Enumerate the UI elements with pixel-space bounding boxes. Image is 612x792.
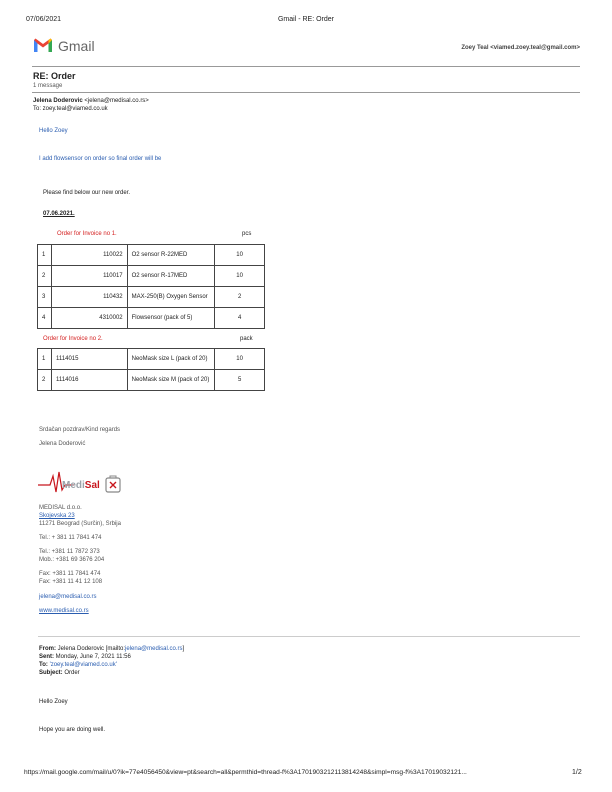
order2-table	[37, 348, 265, 391]
product-code: 1114015	[51, 349, 127, 370]
sender-name: Jelena Doderovic	[33, 98, 83, 104]
order2-title: Order for Invoice no 2.	[43, 336, 103, 342]
flowsensor-note: I add flowsensor on order so final order will be	[39, 156, 162, 162]
quoted-from-email-link[interactable]: jelena@medisal.co.rs	[125, 646, 183, 652]
quoted-subject-label: Subject:	[39, 670, 63, 676]
website-link[interactable]: www.medisal.co.rs	[39, 608, 89, 614]
gmail-m-icon	[33, 37, 53, 53]
order2-unit-header: pack	[240, 336, 253, 342]
fax-1: Fax: +381 11 7841 474	[39, 571, 101, 577]
tel-1: Tel.: + 381 11 7841 474	[39, 535, 102, 541]
product-code: 110017	[51, 266, 127, 287]
mobile: Mob.: +381 69 3676 204	[39, 557, 105, 563]
row-index: 1	[38, 245, 52, 266]
gmail-logo[interactable]	[33, 37, 53, 58]
product-desc: NeoMask size L (pack of 20)	[127, 349, 215, 370]
product-desc: Flowsensor (pack of 5)	[127, 308, 215, 329]
product-qty: 10	[215, 266, 265, 287]
quoted-greeting: Hello Zoey	[39, 699, 68, 705]
quoted-line: Hope you are doing well.	[39, 727, 106, 733]
order1-unit-header: pcs	[242, 231, 252, 237]
product-desc: MAX-250(B) Oxygen Sensor	[127, 287, 215, 308]
signature-email-link[interactable]: jelena@medisal.co.rs	[39, 594, 97, 600]
row-index: 1	[38, 349, 52, 370]
row-index: 4	[38, 308, 52, 329]
product-code: 4310002	[51, 308, 127, 329]
quoted-sent-value: Monday, June 7, 2021 11:56	[55, 654, 131, 660]
quoted-to	[39, 661, 117, 669]
product-qty: 4	[215, 308, 265, 329]
product-qty: 2	[215, 287, 265, 308]
signature-name: Jelena Doderović	[39, 441, 86, 447]
table-row	[38, 370, 265, 391]
quoted-from-value: Jelena Doderovic [mailto:	[57, 646, 126, 652]
table-row	[38, 308, 265, 329]
row-index: 3	[38, 287, 52, 308]
quoted-subject-value: Order	[64, 670, 80, 676]
product-code: 1114016	[51, 370, 127, 391]
row-index: 2	[38, 266, 52, 287]
print-date: 07/06/2021	[26, 16, 62, 23]
product-desc: NeoMask size M (pack of 20)	[127, 370, 215, 391]
order1-title: Order for Invoice no 1.	[57, 231, 117, 237]
regards: Srdačan pozdrav/Kind regards	[39, 427, 121, 433]
quoted-to-link[interactable]: 'zoey.teal@viamed.co.uk'	[49, 662, 117, 668]
quoted-from-label: From:	[39, 646, 56, 652]
quoted-subject	[39, 669, 80, 677]
table-row	[38, 349, 265, 370]
gmail-logo-text: Gmail	[58, 38, 95, 54]
quoted-sent	[39, 653, 131, 661]
print-url: https://mail.google.com/mail/u/0?ik=77e4056450&view=pt&search=all&permthid=thread-f%3A1701903212113814248&simpl=msg-f%3A17019032121...	[24, 769, 467, 776]
fax-2: Fax: +381 11 41 12 108	[39, 579, 103, 585]
product-qty: 10	[215, 349, 265, 370]
thread-count: 1 message	[33, 83, 63, 89]
sender-email: <jelena@medisal.co.rs>	[84, 98, 149, 104]
quoted-sent-label: Sent:	[39, 654, 54, 660]
message-to: To: zoey.teal@viamed.co.uk	[33, 106, 108, 112]
quoted-from-close: ]	[182, 646, 185, 652]
order-date: 07.06.2021.	[43, 211, 75, 217]
product-qty: 10	[215, 245, 265, 266]
quote-divider	[38, 636, 580, 637]
print-title: Gmail - RE: Order	[277, 16, 335, 23]
greeting: Hello Zoey	[39, 128, 68, 134]
header-divider	[32, 66, 580, 67]
table-row	[38, 245, 265, 266]
product-qty: 5	[215, 370, 265, 391]
thread-subject: RE: Order	[33, 71, 76, 81]
product-code: 110432	[51, 287, 127, 308]
company-city: 11271 Beograd (Surčin), Srbija	[39, 521, 121, 527]
product-desc: O2 sensor R-22MED	[127, 245, 215, 266]
tel-2: Tel.: +381 11 7872 373	[39, 549, 100, 555]
medisal-logo-text: MediSal	[62, 480, 100, 491]
order1-table	[37, 244, 265, 329]
table-row	[38, 266, 265, 287]
account-label: Zoey Teal <viamed.zoey.teal@gmail.com>	[461, 45, 580, 51]
order-intro: Please find below our new order.	[43, 190, 131, 196]
product-code: 110022	[51, 245, 127, 266]
row-index: 2	[38, 370, 52, 391]
product-desc: O2 sensor R-17MED	[127, 266, 215, 287]
company-street-link[interactable]: Skojevska 23	[39, 513, 75, 519]
print-page-number: 1/2	[572, 769, 582, 776]
thread-divider	[32, 92, 580, 93]
message-from	[33, 97, 149, 105]
company-name: MEDISAL d.o.o.	[39, 505, 82, 511]
quoted-to-label: To:	[39, 662, 48, 668]
quoted-from	[39, 645, 184, 653]
table-row	[38, 287, 265, 308]
